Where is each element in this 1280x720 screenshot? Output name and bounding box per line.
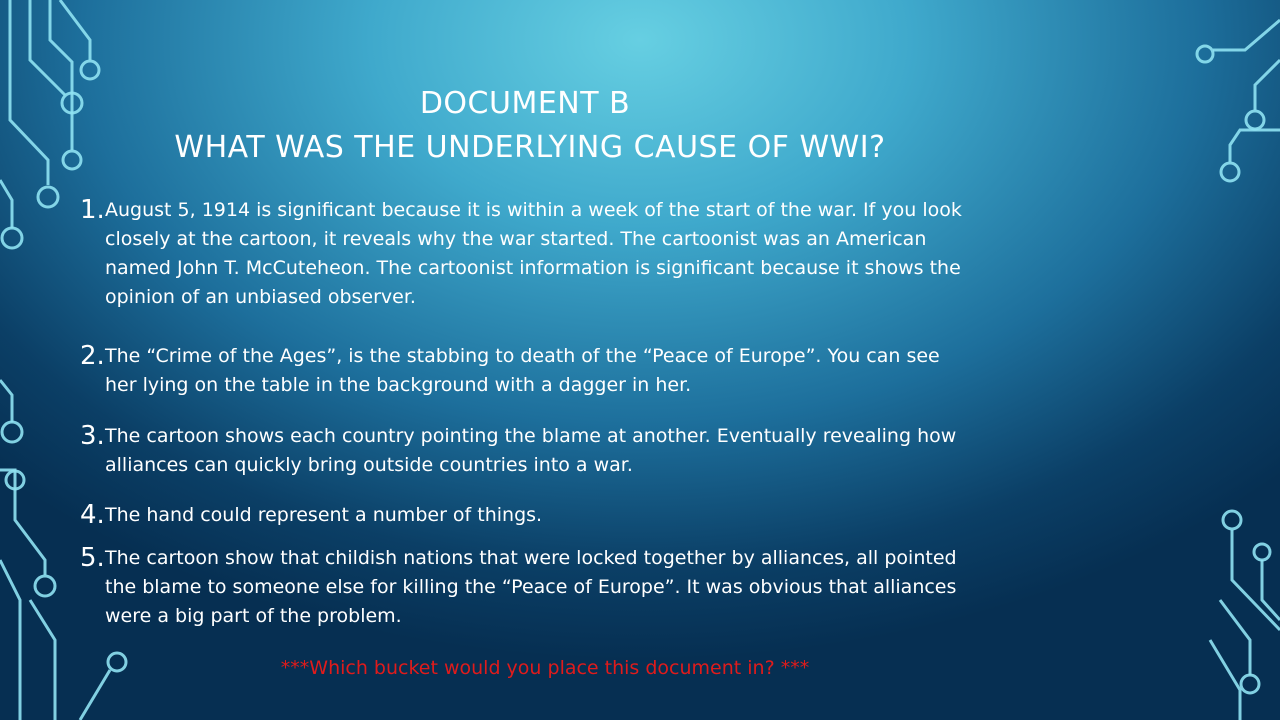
list-text: The cartoon shows each country pointing the blame at another. Eventually revealing how alliances can quickly bring outside countries into a war.: [105, 425, 957, 476]
slide-title-line2: WHAT WAS THE UNDERLYING CAUSE OF WWI?: [174, 130, 886, 165]
list-number: 5.: [80, 543, 105, 573]
slide-title-line1: DOCUMENT B: [419, 86, 631, 121]
list-number: 4.: [80, 500, 105, 530]
list-text: August 5, 1914 is significant because it is within a week of the start of the war. If you look closely at the cartoon, it reveals why the war started. The cartoonist was an American named John T. McCuteheon. The cartoonist information is significant because it shows the opinion of an unbiased observer.: [105, 199, 962, 308]
list-number: 2.: [80, 341, 105, 371]
list-number: 3.: [80, 421, 105, 451]
bucket-prompt: ***Which bucket would you place this document in? ***: [280, 657, 810, 679]
list-number: 1.: [80, 195, 105, 225]
list-text: The hand could represent a number of things.: [105, 504, 543, 526]
list-text: The “Crime of the Ages”, is the stabbing to death of the “Peace of Europe”. You can see her lying on the table in the background with a dagger in her.: [105, 345, 940, 396]
list-text: The cartoon show that childish nations that were locked together by alliances, all pointed the blame to someone else for killing the “Peace of Europe”. It was obvious that alliances were a big part of the problem.: [105, 547, 957, 627]
